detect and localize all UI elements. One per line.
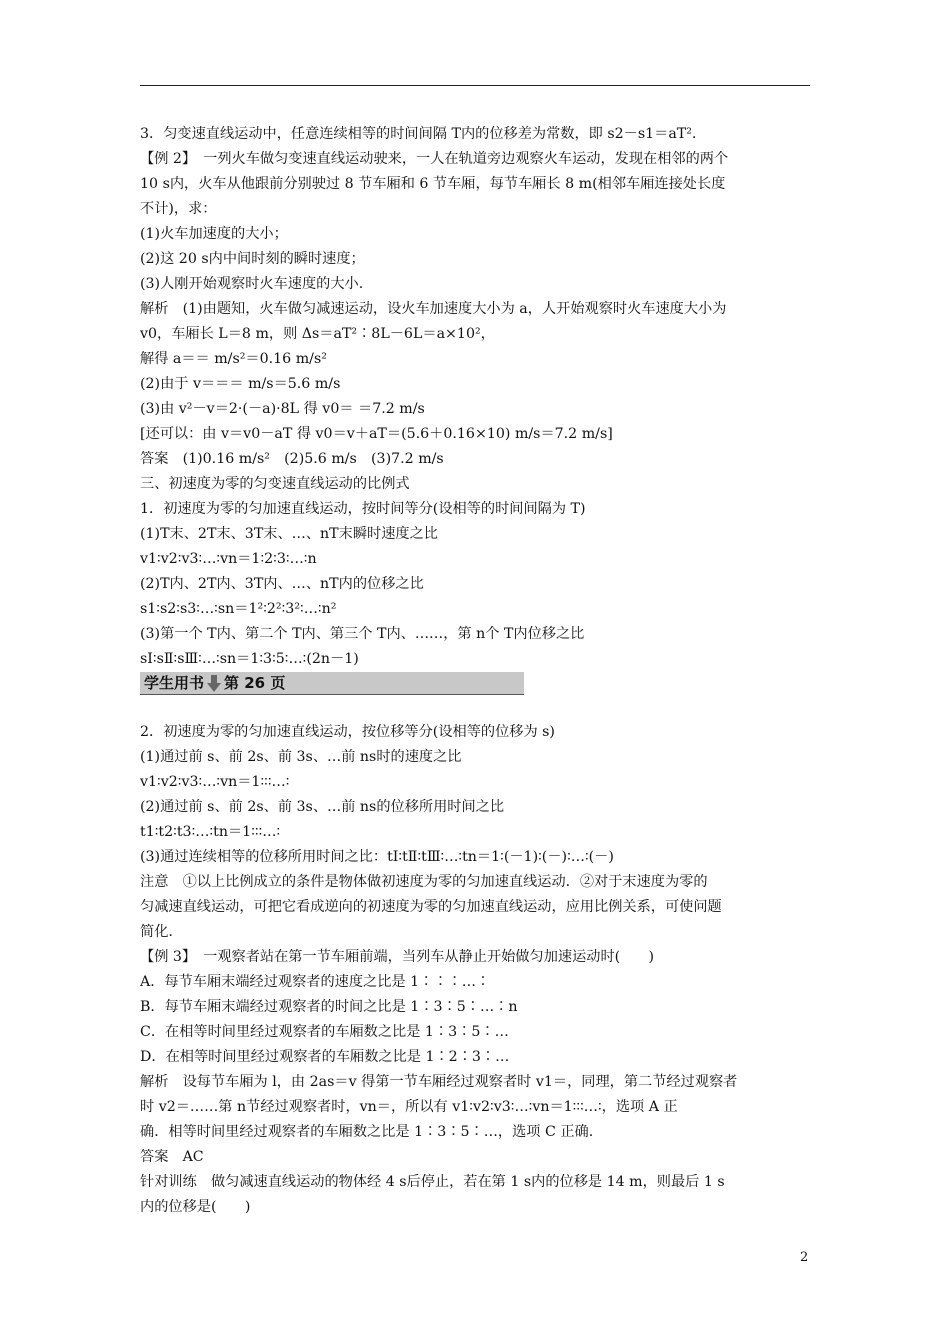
- text-line: v0，车厢长 L＝8 m，则 Δs＝aT²∶8L－6L＝a×10²，: [140, 326, 495, 342]
- text-line: 【例 2】 一列火车做匀变速直线运动驶来，一人在轨道旁边观察火车运动，发现在相邻的两个: [140, 151, 729, 167]
- text-line: 解析 设每节车厢为 l，由 2as＝v 得第一节车厢经过观察者时 v1＝，同理，第二节经过观察者: [140, 1074, 738, 1090]
- text-line: A．每节车厢末端经过观察者的速度之比是 1∶∶∶…∶: [140, 974, 491, 990]
- text-line: (3)由 v²－v＝2·(－a)·8L 得 v0＝ ＝7.2 m/s: [140, 401, 425, 417]
- text-line: C．在相等时间里经过观察者的车厢数之比是 1∶3∶5∶…: [140, 1024, 509, 1040]
- text-line: (2)由于 v＝＝＝ m/s＝5.6 m/s: [140, 376, 341, 392]
- student-book-banner: [140, 672, 524, 695]
- text-line: (1)火车加速度的大小；: [140, 226, 288, 242]
- text-line: v1∶v2∶v3∶…∶vn＝1∶2∶3∶…∶n: [140, 551, 317, 567]
- text-line: (1)T末、2T末、3T末、…、nT末瞬时速度之比: [140, 526, 438, 542]
- text-line: 答案 (1)0.16 m/s² (2)5.6 m/s (3)7.2 m/s: [140, 451, 444, 467]
- section-after-banner: [140, 720, 812, 1220]
- text-line: (1)通过前 s、前 2s、前 3s、…前 ns时的速度之比: [140, 749, 462, 765]
- text-line: (2)T内、2T内、3T内、…、nT内的位移之比: [140, 576, 424, 592]
- text-line: 内的位移是( ): [140, 1199, 251, 1215]
- text-line: 解析 (1)由题知，火车做匀减速运动，设火车加速度大小为 a，人开始观察时火车速度大小为: [140, 301, 727, 317]
- down-arrow-icon: [207, 675, 221, 692]
- text-line: 简化.: [140, 924, 173, 940]
- text-line: 不计)，求：: [140, 201, 217, 217]
- text-line: 1．初速度为零的匀加速直线运动，按时间等分(设相等的时间间隔为 T): [140, 501, 586, 517]
- text-line: (3)人刚开始观察时火车速度的大小.: [140, 276, 364, 292]
- text-line: 3．匀变速直线运动中，任意连续相等的时间间隔 T内的位移差为常数，即 s2－s1＝aT².: [140, 126, 697, 142]
- text-line: (3)第一个 T内、第二个 T内、第三个 T内、……，第 n个 T内位移之比: [140, 626, 585, 642]
- text-line: 【例 3】 一观察者站在第一节车厢前端，当列车从静止开始做匀加速运动时( ): [140, 949, 655, 965]
- text-line: 针对训练 做匀减速直线运动的物体经 4 s后停止，若在第 1 s内的位移是 14 m，则最后 1 s: [140, 1174, 725, 1190]
- text-line: 匀减速直线运动，可把它看成逆向的初速度为零的匀加速直线运动，应用比例关系，可使问题: [140, 899, 722, 915]
- text-line: B．每节车厢末端经过观察者的时间之比是 1∶3∶5∶…∶n: [140, 999, 518, 1015]
- text-line: 时 v2＝……第 n节经过观察者时，vn＝，所以有 v1∶v2∶v3∶…∶vn＝1∶∶∶…∶，选项 A 正: [140, 1099, 678, 1115]
- text-line: 三、初速度为零的匀变速直线运动的比例式: [140, 476, 410, 492]
- banner-right-text: 第 26 页: [224, 674, 286, 692]
- text-line: 确．相等时间里经过观察者的车厢数之比是 1∶3∶5∶…，选项 C 正确.: [140, 1124, 594, 1140]
- text-line: (3)通过连续相等的位移所用时间之比：tⅠ∶tⅡ∶tⅢ∶…∶tn＝1∶(－1)∶(－)∶…∶(－): [140, 849, 614, 865]
- text-line: (2)这 20 s内中间时刻的瞬时速度；: [140, 251, 365, 267]
- header-rule: [140, 85, 810, 86]
- text-line: v1∶v2∶v3∶…∶vn＝1∶∶∶…∶: [140, 774, 290, 790]
- text-line: 解得 a＝＝ m/s²＝0.16 m/s²: [140, 351, 327, 367]
- page-content: [140, 122, 812, 1220]
- page-number: 2: [800, 1250, 809, 1265]
- text-line: 2．初速度为零的匀加速直线运动，按位移等分(设相等的位移为 s): [140, 724, 555, 740]
- text-line: 答案 AC: [140, 1149, 204, 1165]
- section-before-banner: [140, 122, 812, 672]
- text-line: 注意 ①以上比例成立的条件是物体做初速度为零的匀加速直线运动．②对于末速度为零的: [140, 874, 708, 890]
- text-line: s1∶s2∶s3∶…∶sn＝1²∶2²∶3²∶…∶n²: [140, 601, 337, 617]
- text-line: [还可以：由 v＝v0－aT 得 v0＝v＋aT＝(5.6＋0.16×10) m/s＝7.2 m/s]: [140, 426, 613, 442]
- text-line: 10 s内，火车从他跟前分别驶过 8 节车厢和 6 节车厢，每节车厢长 8 m(相邻车厢连接处长度: [140, 176, 726, 192]
- text-line: t1∶t2∶t3∶…∶tn＝1∶∶∶…∶: [140, 824, 281, 840]
- text-line: D．在相等时间里经过观察者的车厢数之比是 1∶2∶3∶…: [140, 1049, 510, 1065]
- text-line: sⅠ∶sⅡ∶sⅢ∶…∶sn＝1∶3∶5∶…∶(2n－1): [140, 651, 359, 667]
- banner-left-text: 学生用书: [144, 674, 205, 692]
- banner-row: [140, 672, 812, 720]
- text-line: (2)通过前 s、前 2s、前 3s、…前 ns的位移所用时间之比: [140, 799, 505, 815]
